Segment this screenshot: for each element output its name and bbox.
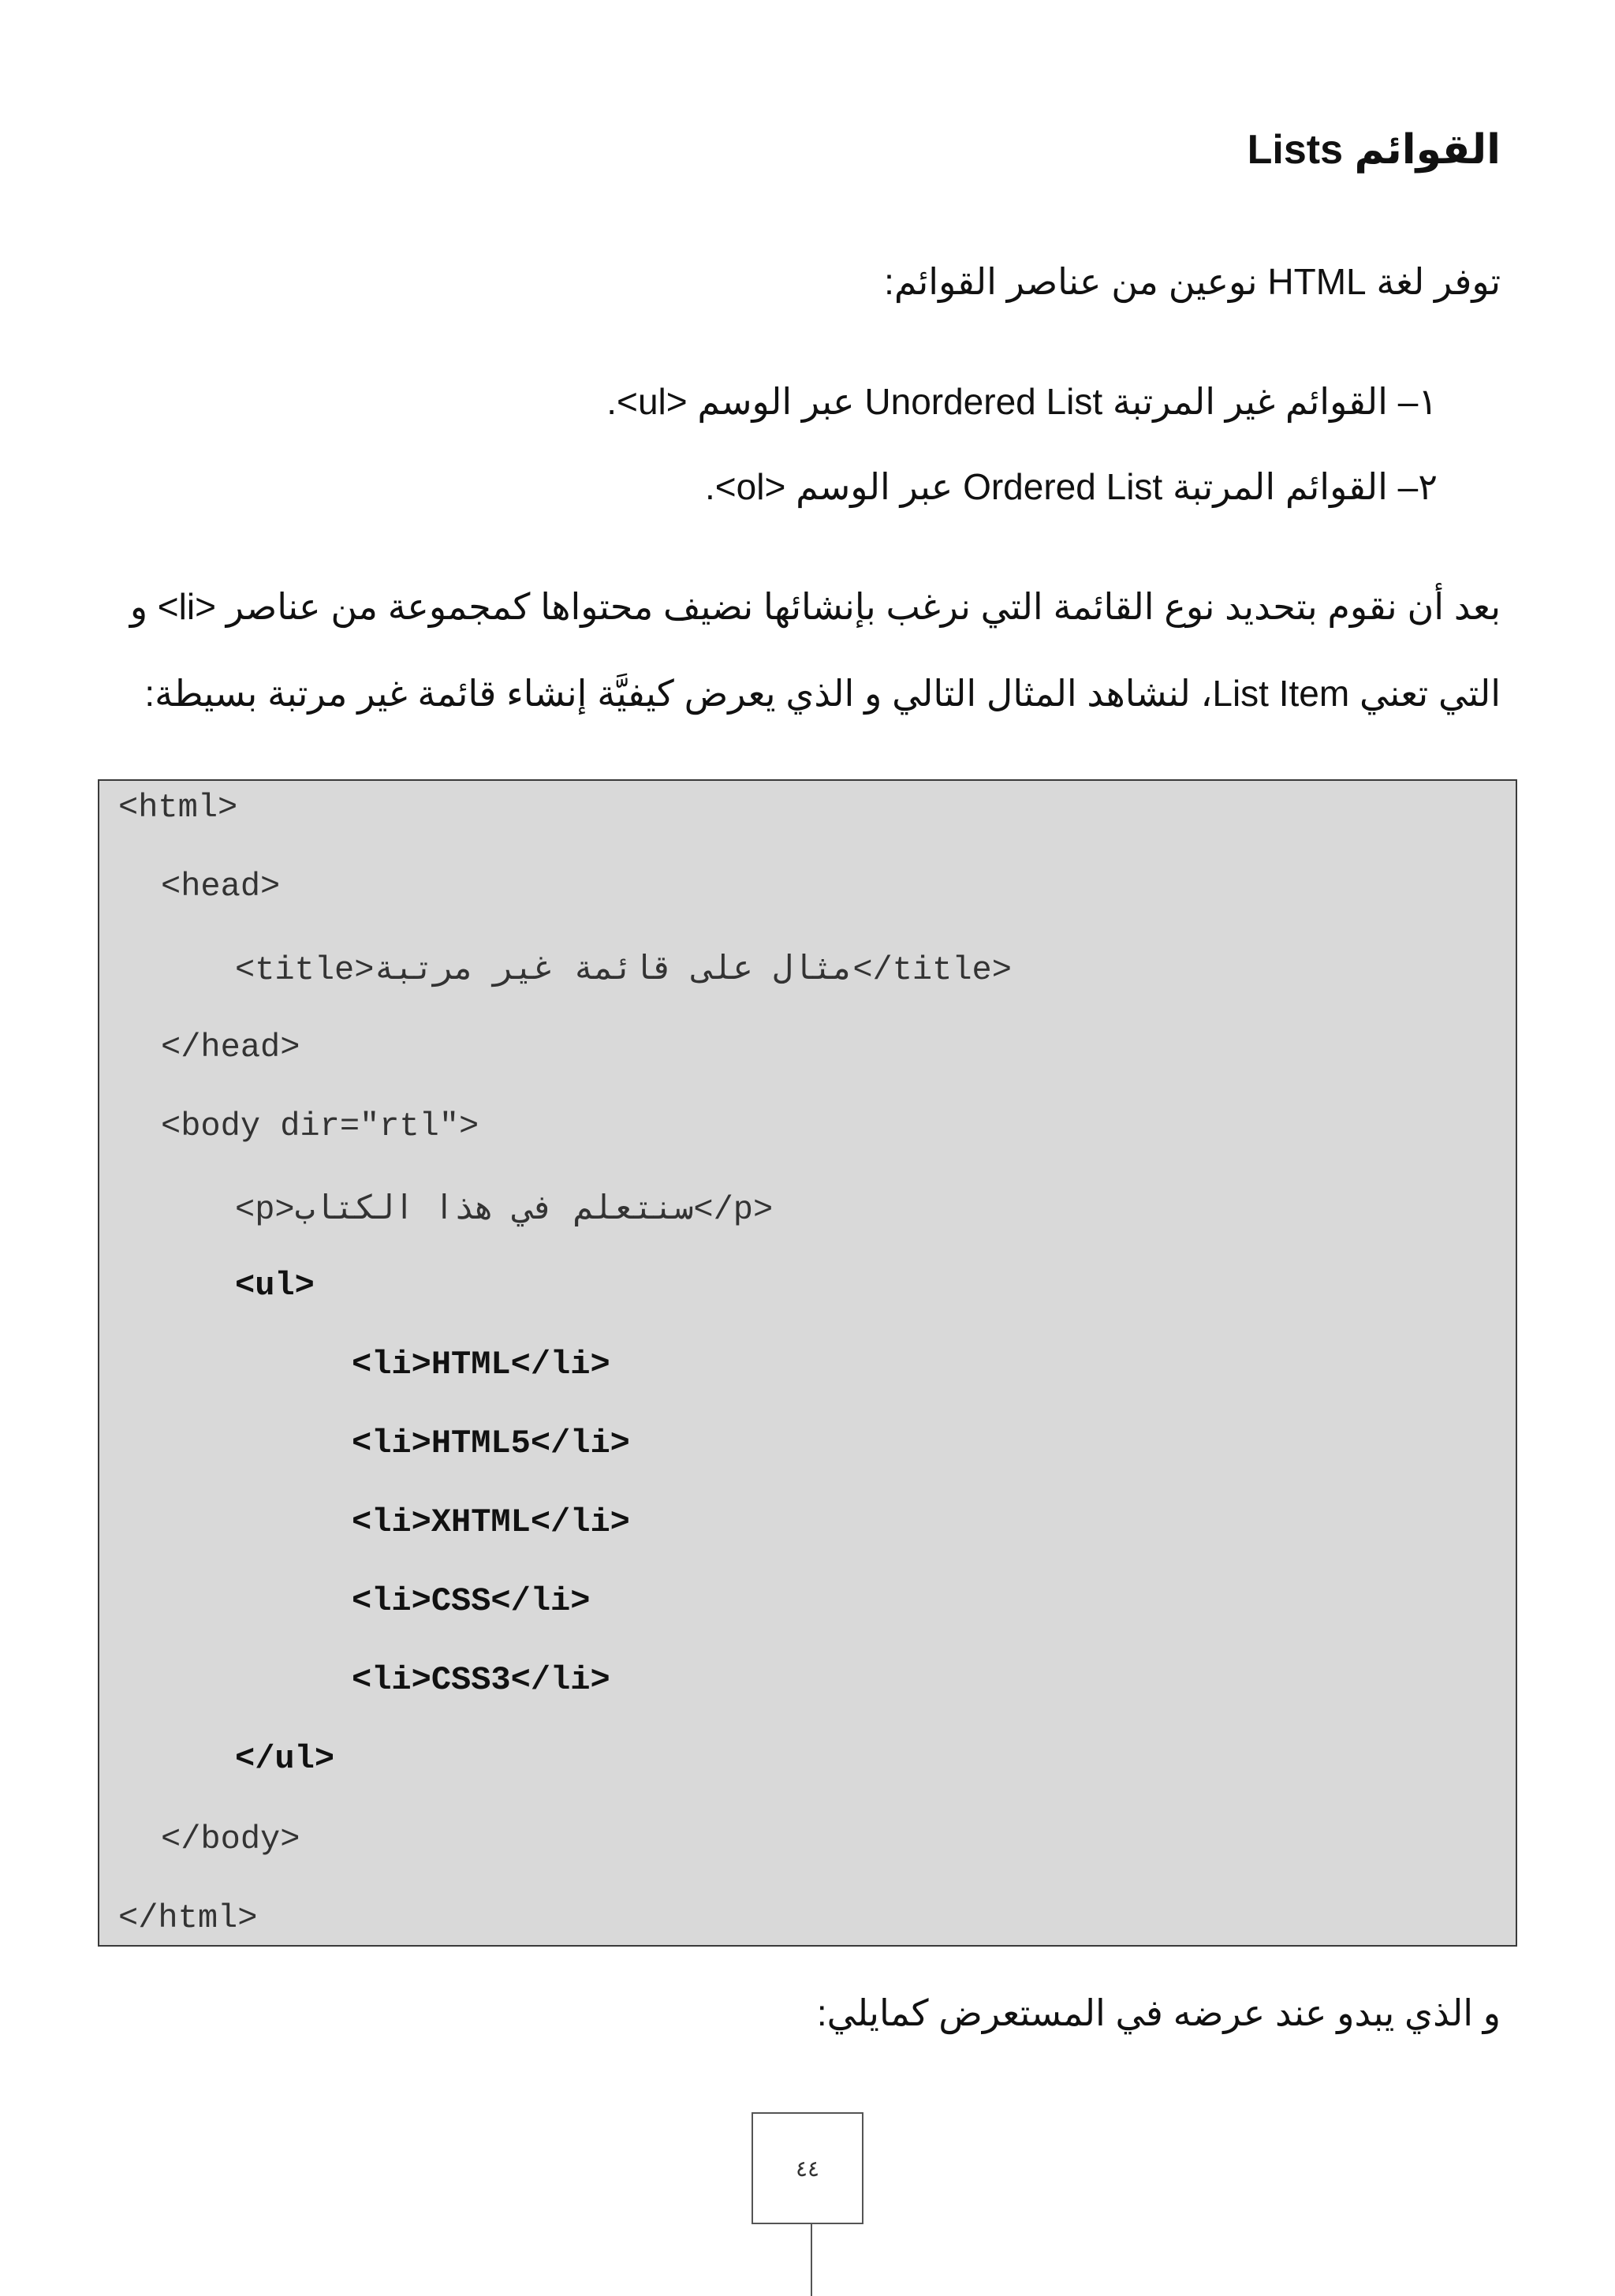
intro-paragraph: توفر لغة HTML نوعين من عناصر القوائم:	[884, 261, 1501, 302]
code-line-body-open: <body dir="rtl">	[161, 1107, 479, 1145]
closing-paragraph: و الذي يبدو عند عرضه في المستعرض كمايلي:	[816, 1992, 1501, 2033]
code-line-li-html5: <li>HTML5</li>	[352, 1424, 630, 1462]
code-line-ul-open: <ul>	[235, 1267, 315, 1305]
paragraph-line-1: بعد أن نقوم بتحديد نوع القائمة التي نرغب بإنشائها نضيف محتواها كمجموعة من عناصر <li> و	[129, 586, 1501, 627]
code-line-ul-close: </ul>	[235, 1740, 335, 1778]
code-line-li-xhtml: <li>XHTML</li>	[352, 1503, 630, 1541]
code-title-text: مثال على قائمة غير مرتبة	[374, 948, 853, 987]
page-number-box	[752, 2112, 863, 2224]
list-item-unordered: ١– القوائم غير المرتبة Unordered List عبر الوسم <ul>.	[606, 381, 1438, 422]
code-p-open-tag: <p>	[235, 1191, 295, 1229]
code-line-head-close: </head>	[161, 1029, 300, 1066]
page-number-connector-line	[811, 2224, 812, 2296]
code-p-text: سنتعلم في هذا الكتاب	[294, 1188, 694, 1226]
code-title-close-tag: </title>	[852, 951, 1012, 989]
page-number: ٤٤	[795, 2155, 820, 2182]
code-p-close-tag: </p>	[693, 1191, 774, 1229]
code-line-li-css: <li>CSS</li>	[352, 1582, 591, 1620]
code-example-box	[98, 779, 1517, 1947]
code-line-title	[235, 948, 1012, 989]
code-line-body-close: </body>	[161, 1820, 300, 1858]
code-line-li-css3: <li>CSS3</li>	[352, 1661, 610, 1699]
code-line-html-open: <html>	[118, 789, 238, 827]
code-line-html-close: </html>	[118, 1899, 258, 1937]
code-title-open-tag: <title>	[235, 951, 375, 989]
code-line-head-open: <head>	[161, 868, 281, 905]
list-item-ordered: ٢– القوائم المرتبة Ordered List عبر الوسم <ol>.	[704, 466, 1438, 507]
section-heading: القوائم Lists	[1247, 127, 1501, 173]
paragraph-line-2: التي تعني List Item، لنشاهد المثال التالي و الذي يعرض كيفيَّة إنشاء قائمة غير مرتبة بسيطة:	[144, 673, 1501, 714]
code-line-li-html: <li>HTML</li>	[352, 1346, 610, 1383]
code-line-paragraph	[235, 1188, 773, 1229]
